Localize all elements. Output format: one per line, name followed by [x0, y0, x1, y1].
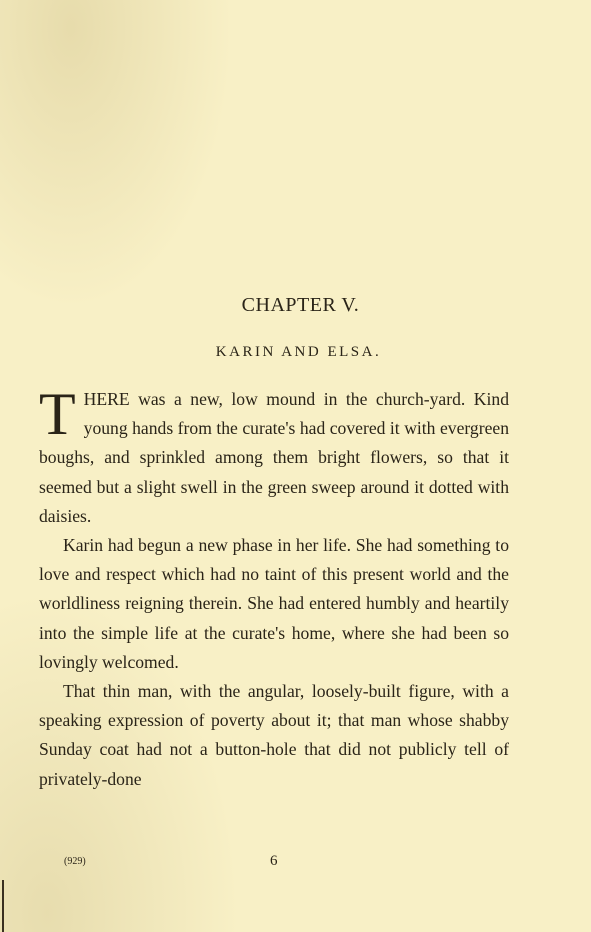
chapter-subtitle: KARIN AND ELSA.	[215, 344, 382, 360]
page-edge-line	[2, 880, 4, 932]
paragraph-3: That thin man, with the angular, loosely-built figure, with a speaking expression of poverty about it; that man whose shabby Sunday coat had not a button-hole that did not publicly tell of privately-done	[39, 681, 509, 789]
paragraph-2: Karin had begun a new phase in her life. She had something to love and respect which had no taint of this present world and the worldliness reigning therein. She had entered humbly and heartily into the simple life at the curate's home, where she had been so lovingly welcomed.	[39, 535, 509, 672]
paragraph-1-text: HERE was a new, low mound in the church-yard. Kind young hands from the curate's had covered it with evergreen boughs, and sprinkled among them bright flowers, so that it seemed but a slight swell in the green sweep around it dotted with daisies.	[39, 389, 509, 526]
body-text	[39, 381, 509, 794]
paragraph-1	[39, 381, 509, 531]
drop-cap: T	[39, 381, 76, 447]
page-number: 6	[270, 853, 278, 869]
chapter-title: CHAPTER V.	[241, 294, 360, 316]
signature-mark: (929)	[64, 856, 86, 867]
